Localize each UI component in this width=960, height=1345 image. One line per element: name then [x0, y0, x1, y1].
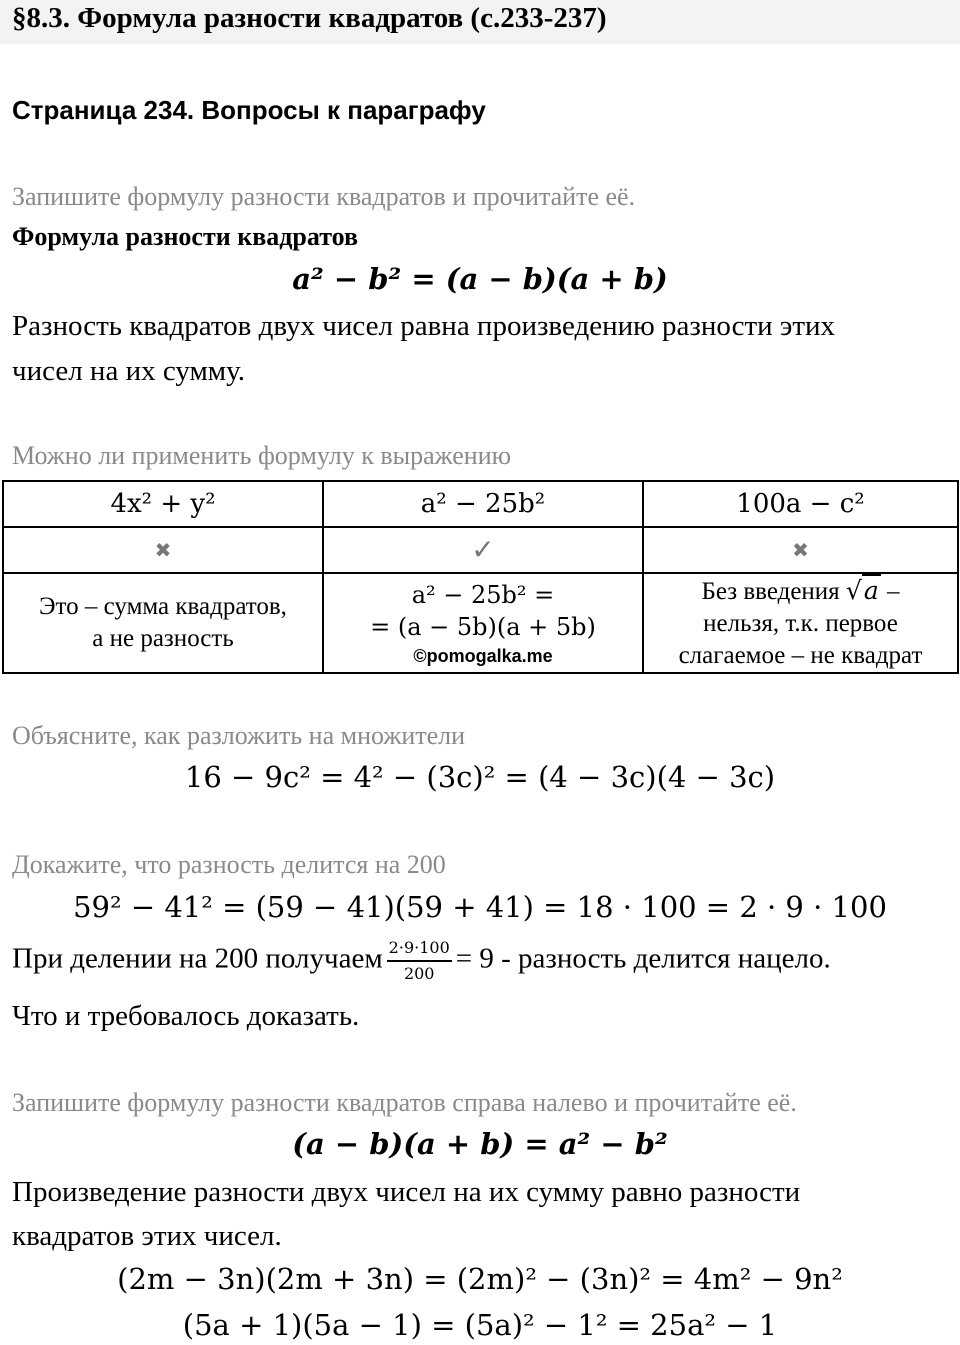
rule-text-line-1: Разность квадратов двух чисел равна произведению разности этих — [12, 310, 836, 342]
table-header-row — [3, 481, 958, 527]
proof-formula: 59² − 41² = (59 − 41)(59 + 41) = 18 · 100 = 2 · 9 · 100 — [73, 890, 887, 924]
note-no-line-2: нельзя, т.к. первое — [703, 609, 898, 637]
table-note-row — [3, 573, 958, 673]
formula-difference-of-squares: a² − b² = (a − b)(a + b) — [292, 262, 668, 296]
division-result: = 9 - разность делится нацело. — [455, 942, 831, 975]
question-5: Запишите формулу разности квадратов справа налево и прочитайте её. — [12, 1088, 797, 1117]
table-cell-expression: a² − 25b² — [323, 481, 643, 527]
example-formula-2: (5a + 1)(5a − 1) = (5a)² − 1² = 25a² − 1 — [182, 1308, 778, 1342]
example-formula-1: (2m − 3n)(2m + 3n) = (2m)² − (3n)² = 4m² − 9n² — [117, 1262, 843, 1296]
note-sum-line-1: Это – сумма квадратов, — [39, 593, 287, 620]
table-mark-row — [3, 527, 958, 573]
table-note-cell — [3, 573, 323, 673]
fraction — [387, 938, 452, 984]
note-dash: – — [887, 577, 900, 605]
table-cell-expression: 100a − c² — [643, 481, 958, 527]
question-3: Объясните, как разложить на множители — [12, 721, 466, 750]
fraction-numerator: 2·9·100 — [387, 938, 452, 962]
table-cell-expression: 4x² + y² — [3, 481, 323, 527]
check-mark-icon: ✓ — [323, 527, 643, 573]
reverse-rule-line-1: Произведение разности двух чисел на их сумму равно разности — [12, 1176, 801, 1208]
applicability-table — [2, 480, 959, 674]
table-note-cell — [643, 573, 958, 673]
watermark: ©pomogalka.me — [413, 646, 553, 666]
factorization-formula: 16 − 9c² = 4² − (3c)² = (4 − 3c)(4 − 3c) — [184, 760, 776, 794]
note-factorization-line-2: = (a − 5b)(a + 5b) — [370, 613, 596, 641]
proof-conclusion: Что и требовалось доказать. — [12, 1000, 360, 1032]
question-1: Запишите формулу разности квадратов и прочитайте её. — [12, 182, 636, 211]
question-4: Докажите, что разность делится на 200 — [12, 850, 446, 879]
page-subtitle: Страница 234. Вопросы к параграфу — [12, 95, 486, 125]
note-no-line-1 — [644, 575, 957, 608]
rule-text-line-2: чисел на их сумму. — [12, 355, 245, 387]
question-2: Можно ли применить формулу к выражению — [12, 441, 512, 470]
reverse-formula: (a − b)(a + b) = a² − b² — [292, 1127, 668, 1161]
table-note-cell — [323, 573, 643, 673]
division-text: При делении на 200 получаем — [12, 942, 383, 975]
section-title: §8.3. Формула разности квадратов (с.233-237) — [12, 2, 607, 34]
note-sum-line-2: а не разность — [92, 625, 234, 652]
sqrt-radicand: a — [863, 575, 879, 605]
sqrt-icon: √ — [845, 575, 862, 605]
formula-heading: Формула разности квадратов — [12, 222, 359, 251]
cross-mark-icon: ✖ — [643, 527, 958, 573]
fraction-denominator: 200 — [403, 964, 435, 983]
note-no-line-3: слагаемое – не квадрат — [678, 641, 923, 669]
note-no-text: Без введения — [701, 577, 840, 605]
cross-mark-icon: ✖ — [3, 527, 323, 573]
reverse-rule-line-2: квадратов этих чисел. — [12, 1220, 282, 1252]
division-line — [12, 938, 831, 984]
note-factorization-line-1: a² − 25b² = — [411, 581, 555, 609]
